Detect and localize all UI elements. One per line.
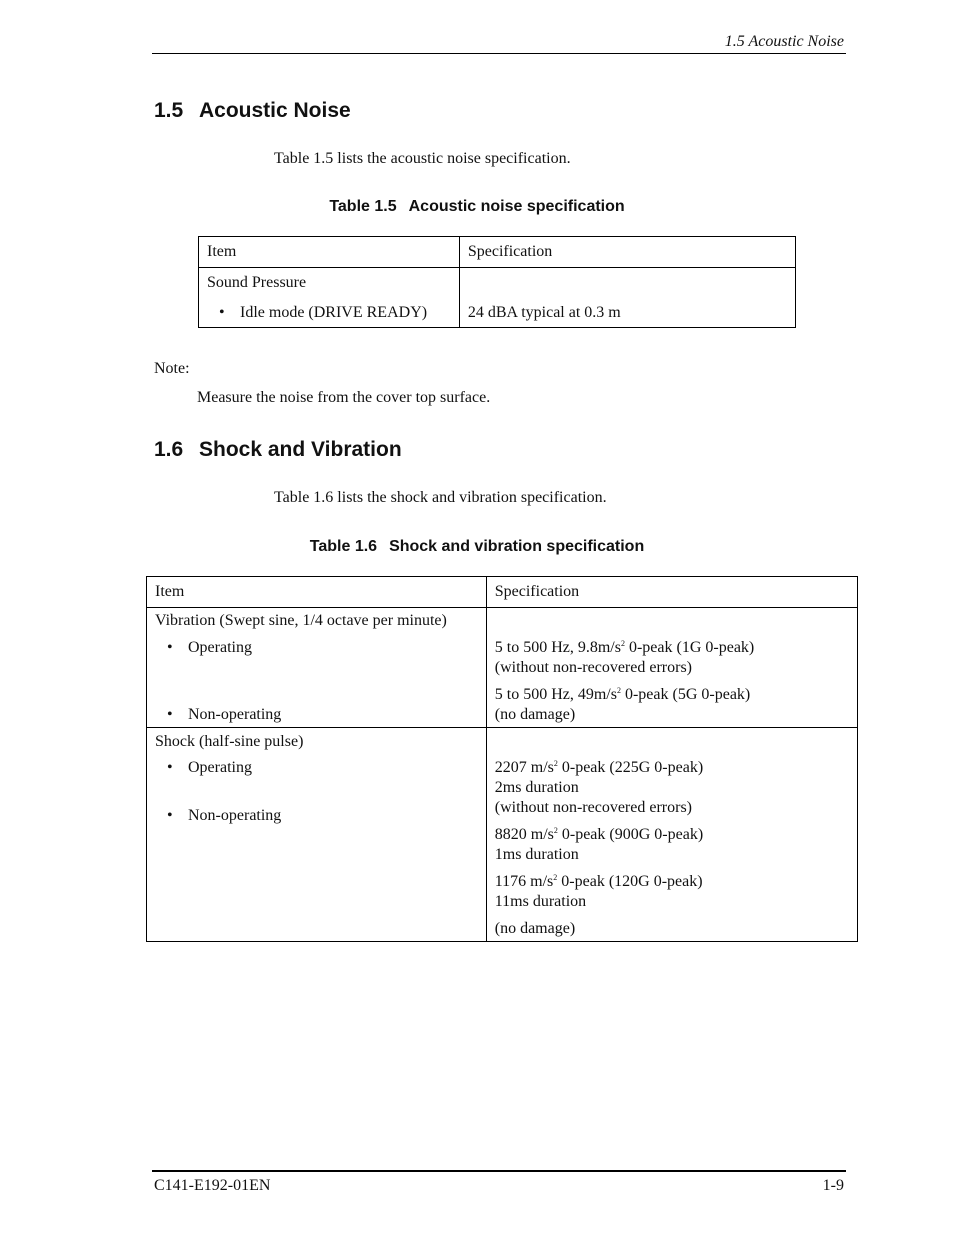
shock-vibration-table [146, 576, 858, 942]
col-header-spec: Specification [486, 577, 857, 608]
vibration-op-spec [495, 638, 849, 658]
vibration-spec-cell [486, 608, 857, 728]
vibration-item-cell [147, 608, 487, 728]
vibration-nonop-spec [495, 685, 849, 705]
shock-nonop1-spec-line2: 1ms duration [494, 846, 579, 863]
document-id: C141-E192-01EN [154, 1177, 271, 1194]
spec-text: 8820 m/s [494, 826, 554, 843]
note-label: Note: [154, 360, 190, 377]
shock-op-spec-line3: (without non-recovered errors) [494, 799, 692, 816]
table-1-5-caption [0, 198, 954, 216]
table-1-6-caption [0, 538, 954, 556]
section-number: 1.6 [154, 438, 184, 461]
superscript: 2 [553, 759, 558, 768]
shock-operating: • Operating [155, 758, 478, 778]
table-row-shock [147, 728, 858, 942]
section-1-5-heading [154, 99, 351, 123]
spec-text: 2207 m/s [494, 759, 554, 776]
shock-nonop2-spec-line2: 11ms duration [494, 893, 587, 910]
table-label: Table 1.6 [309, 538, 378, 555]
header-rule [152, 53, 846, 54]
table-header-row [147, 577, 858, 608]
row-item: Sound Pressure [207, 274, 307, 291]
vibration-item: Vibration (Swept sine, 1/4 octave per minute) [155, 612, 447, 629]
section-1-5-intro: Table 1.5 lists the acoustic noise specification. [274, 150, 571, 167]
table-title: Acoustic noise specification [408, 198, 625, 215]
spec-text: 0-peak (120G 0-peak) [557, 873, 703, 890]
spec-text: 0-peak (5G 0-peak) [620, 686, 751, 703]
acoustic-noise-table [198, 236, 796, 328]
item-cell [199, 268, 460, 328]
section-1-6-intro: Table 1.6 lists the shock and vibration specification. [274, 489, 607, 506]
table-label: Table 1.5 [329, 198, 397, 215]
shock-spec-cell [486, 728, 857, 942]
shock-item: Shock (half-sine pulse) [155, 733, 304, 750]
vibration-op-spec-line2: (without non-recovered errors) [494, 659, 692, 676]
spec-text: 0-peak (225G 0-peak) [557, 759, 704, 776]
shock-item-cell [147, 728, 487, 942]
shock-nonop2-spec [495, 872, 849, 892]
page-number: 1-9 [822, 1177, 844, 1194]
running-head: 1.5 Acoustic Noise [724, 33, 844, 50]
shock-op-spec-line2: 2ms duration [494, 779, 579, 796]
footer-rule [152, 1170, 846, 1172]
spec-text: 0-peak (1G 0-peak) [624, 639, 755, 656]
superscript: 2 [616, 686, 621, 695]
col-header-spec: Specification [459, 237, 795, 268]
vibration-nonop-spec-line2: (no damage) [494, 706, 576, 723]
vibration-non-operating: • Non-operating [155, 705, 478, 725]
spec-text: 5 to 500 Hz, 49m/s [494, 686, 617, 703]
table-title: Shock and vibration specification [389, 538, 645, 555]
section-title: Shock and Vibration [199, 438, 402, 461]
row-spec: 24 dBA typical at 0.3 m [467, 304, 621, 321]
superscript: 2 [553, 873, 558, 882]
shock-nonop-spec-last: (no damage) [494, 920, 576, 937]
section-number: 1.5 [154, 99, 184, 122]
spec-text: 5 to 500 Hz, 9.8m/s [494, 639, 621, 656]
superscript: 2 [620, 639, 625, 648]
shock-op-spec [495, 758, 849, 778]
table-row-vibration [147, 608, 858, 728]
superscript: 2 [553, 826, 558, 835]
spec-text: 0-peak (900G 0-peak) [557, 826, 704, 843]
shock-non-operating: • Non-operating [155, 806, 478, 826]
section-title: Acoustic Noise [199, 99, 351, 122]
section-1-6-heading [154, 438, 402, 462]
vibration-operating: • Operating [155, 638, 478, 658]
spec-cell [459, 268, 795, 328]
col-header-item: Item [147, 577, 487, 608]
spec-text: 1176 m/s [494, 873, 554, 890]
shock-nonop1-spec [495, 825, 849, 845]
row-bullet: • Idle mode (DRIVE READY) [207, 303, 451, 323]
col-header-item: Item [199, 237, 460, 268]
note-text: Measure the noise from the cover top surface. [197, 389, 491, 406]
table-row [199, 268, 796, 328]
table-header-row [199, 237, 796, 268]
